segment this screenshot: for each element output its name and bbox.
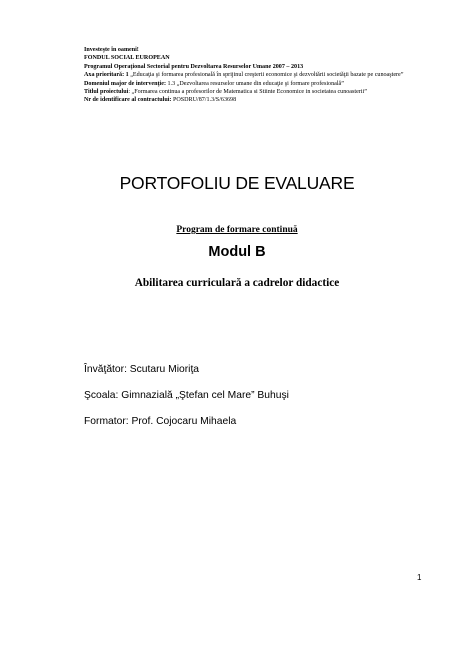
module-heading: Modul B [208,244,266,260]
header-priority-axis [84,71,434,79]
project-header [84,46,434,105]
contract-id-label: Nr de identificare al contractului: [84,97,172,104]
header-project-title [84,88,434,96]
priority-axis-text: „Educaţia şi formarea profesională în sprijinul creşterii economice şi dezvoltării societăţii bazate pe cunoaştere” [128,72,404,79]
document-title: PORTOFOLIU DE EVALUARE [119,173,355,193]
header-fund: FONDUL SOCIAL EUROPEAN [84,55,170,62]
trainer-line: Formator: Prof. Cojocaru Mihaela [84,416,237,427]
module-subject: Abilitarea curriculară a cadrelor didactice [134,277,340,289]
domain-text: 1.3 „Dezvoltarea resurselor umane din educaţie şi formare profesională” [165,80,344,87]
contract-id-text: POSDRU/87/1.3/S/63698 [171,97,237,104]
header-program: Programul Operaţional Sectorial pentru Dezvoltarea Resurselor Umane 2007 – 2013 [84,63,304,70]
domain-label: Domeniul major de intervenţie: [84,80,166,87]
page-number: 1 [417,573,422,582]
header-domain [84,80,434,88]
project-title-label: Titlul proiectului [84,89,129,96]
priority-axis-label: Axa prioritară: 1 [84,72,129,79]
teacher-line: Învăţător: Scutaru Mioriţa [84,364,200,375]
program-subtitle: Program de formare continuă [176,225,298,235]
header-contract-id [84,96,434,104]
project-title-text: : „Formarea continua a profesorilor de Matematica si Stiinte Economice in societatea cunoasterii” [128,89,367,96]
header-slogan: Investeşte în oameni! [84,47,139,53]
school-line: Şcoala: Gimnazială „Ştefan cel Mare” Buhuşi [84,390,289,401]
